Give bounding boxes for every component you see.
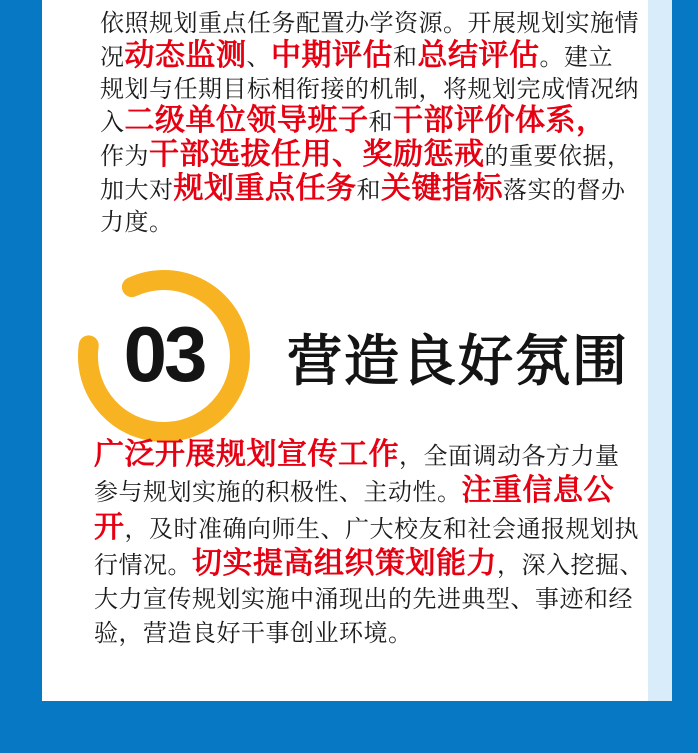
paragraph-implementation-measures bbox=[100, 8, 639, 239]
text-line bbox=[100, 207, 639, 239]
section-number: 03 bbox=[123, 310, 205, 398]
body-text: 落实的督办 bbox=[503, 176, 626, 204]
emphasis-text: 关键指标 bbox=[381, 171, 503, 205]
emphasis-text: 注重信息公 bbox=[461, 474, 614, 508]
text-line bbox=[94, 583, 644, 617]
text-line bbox=[94, 474, 644, 510]
text-line bbox=[94, 617, 644, 651]
body-text: ，全面调动各方力量 bbox=[399, 443, 620, 470]
body-text: ，及时准确向师生、广大校友和社会通报规划执 bbox=[124, 515, 639, 543]
text-line bbox=[94, 438, 644, 474]
body-text: 的重要依据， bbox=[484, 143, 632, 171]
text-line bbox=[100, 139, 639, 173]
light-blue-strip bbox=[648, 0, 672, 701]
emphasis-text: 广泛开展规划宣传工作 bbox=[94, 438, 399, 471]
emphasis-text: 总结评估 bbox=[417, 38, 540, 72]
section-heading bbox=[74, 266, 629, 446]
body-text: 作为 bbox=[100, 143, 149, 171]
emphasis-text: 开 bbox=[94, 510, 125, 544]
emphasis-text: 干部评价体系， bbox=[393, 104, 607, 138]
text-line bbox=[94, 547, 644, 583]
content-panel bbox=[42, 0, 648, 701]
paragraph-good-atmosphere bbox=[94, 438, 644, 652]
body-text: 。建立 bbox=[539, 43, 613, 71]
emphasis-text: 切实提高组织策划能力 bbox=[192, 546, 497, 580]
text-line bbox=[94, 511, 644, 547]
body-text: 和 bbox=[356, 176, 381, 204]
body-text: 、 bbox=[246, 43, 271, 71]
emphasis-text: 规划重点任务 bbox=[173, 171, 357, 205]
body-text: 力度。 bbox=[100, 208, 174, 236]
emphasis-text: 中期评估 bbox=[271, 38, 393, 72]
body-text: 规划与任期目标相衔接的机制，将规划完成情况纳 bbox=[100, 75, 639, 103]
text-line bbox=[100, 8, 639, 40]
body-text: 大力宣传规划实施中涌现出的先进典型、事迹和经 bbox=[94, 586, 633, 614]
body-text: 行情况。 bbox=[94, 551, 192, 579]
emphasis-text: 动态监测 bbox=[124, 38, 247, 72]
body-text: 加大对 bbox=[100, 176, 174, 204]
text-line bbox=[100, 173, 639, 207]
emphasis-text: 干部选拔任用、奖励惩戒 bbox=[149, 138, 485, 172]
body-text: 和 bbox=[393, 43, 418, 71]
section-number-badge bbox=[74, 266, 254, 446]
body-text: 验，营造良好干事创业环境。 bbox=[94, 620, 413, 648]
text-line bbox=[100, 74, 639, 106]
body-text: 和 bbox=[368, 109, 393, 137]
body-text: 依照规划重点任务配置办学资源。开展规划实施情 bbox=[100, 10, 639, 37]
body-text: ，深入挖掘、 bbox=[497, 551, 644, 579]
text-line bbox=[100, 105, 639, 139]
body-text: 况 bbox=[100, 43, 125, 71]
body-text: 入 bbox=[100, 109, 125, 137]
emphasis-text: 二级单位领导班子 bbox=[124, 104, 369, 138]
body-text: 参与规划实施的积极性、主动性。 bbox=[94, 479, 462, 507]
section-title: 营造良好氛围 bbox=[287, 329, 630, 392]
text-line bbox=[100, 40, 639, 74]
